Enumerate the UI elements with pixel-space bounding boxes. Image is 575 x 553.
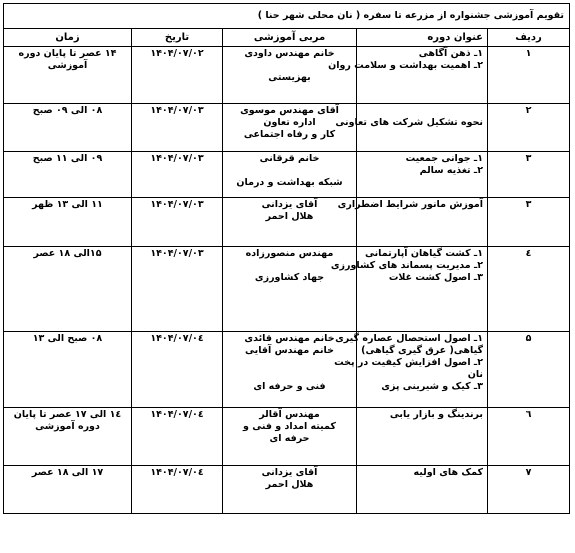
time-line: ۰۸ صبح الی ۱۳ (32, 333, 103, 344)
cell-course-title (335, 104, 488, 152)
course-title-line: ۲ـ تغذیه سالم (419, 165, 483, 176)
cell-date: ۱۴۰۴/۰۷/۰٤ (132, 332, 223, 408)
coach-line: مهندس منصورزاده (245, 248, 334, 259)
cell-time (4, 198, 132, 247)
table-row (4, 198, 570, 247)
course-title-line: ۲ـ مدیریت پسماند های کشاورزی (330, 260, 483, 271)
cell-course-title (334, 332, 488, 408)
time-line: ۱۵الی ۱۸ عصر (33, 248, 102, 259)
time-line: ۱٤ الی ۱۷ عصر تا پایان (13, 409, 122, 420)
line-gap (227, 165, 352, 177)
table-row (4, 247, 570, 332)
cell-time (4, 152, 132, 198)
cell-time (4, 408, 132, 466)
cell-radif: ۵ (488, 332, 570, 408)
cell-time (4, 47, 132, 104)
coach-line: فنی و حرفه ای (253, 381, 326, 392)
coach-line: خانم قرقانی (259, 153, 320, 164)
course-title-line: آموزش مانور شرایط اضطراری (337, 199, 483, 210)
cell-time (4, 332, 132, 408)
cell-time (4, 104, 132, 152)
course-title-line: ۳ـ اصول کشت غلات (388, 272, 483, 283)
course-title-line: ۲ـ اهمیت بهداشت و سلامت روان (328, 60, 483, 71)
cell-course-title (357, 408, 488, 466)
schedule-table (3, 3, 570, 514)
header-row (4, 29, 570, 47)
coach-line: آقای یزدانی (261, 199, 318, 210)
time-line: ۱۱ الی ۱۳ ظهر (32, 199, 103, 210)
coach-line: هلال احمر (265, 211, 314, 222)
cell-coach (223, 466, 357, 514)
cell-course-title (337, 198, 488, 247)
course-title-line: ۳ـ کیک و شیرینی پزی (381, 381, 483, 392)
time-line: دوره آموزشی (35, 421, 100, 432)
table-row (4, 332, 570, 408)
course-title-line: گیاهی( عرق گیری گیاهی) (361, 345, 483, 356)
cell-time (4, 466, 132, 514)
coach-line: حرفه ای (269, 433, 310, 444)
cell-radif: ۳ (488, 198, 570, 247)
coach-line: اداره تعاون (263, 117, 316, 128)
coach-line: آقای یزدانی (261, 467, 318, 478)
cell-date: ۱۴۰۴/۰۷/۰۳ (132, 247, 223, 332)
table-row (4, 104, 570, 152)
course-title-line: ۱ـ ذهن آگاهی (418, 48, 483, 59)
cell-date: ۱۴۰۴/۰۷/۰۳ (132, 198, 223, 247)
cell-course-title (357, 466, 488, 514)
cell-coach (223, 152, 357, 198)
coach-line: شبکه بهداشت و درمان (236, 177, 343, 188)
cell-time (4, 247, 132, 332)
coach-line: آقای مهندس موسوی (240, 105, 339, 116)
header-radif: ردیف (488, 29, 570, 47)
title-row (4, 4, 570, 29)
cell-date: ۱۴۰۴/۰۷/۰۲ (132, 47, 223, 104)
cell-radif: ٤ (488, 247, 570, 332)
course-title-line: نحوه تشکیل شرکت های تعاونی (335, 117, 483, 128)
cell-course-title (357, 152, 488, 198)
coach-line: مهندس آقالر (259, 409, 320, 420)
cell-date: ۱۴۰۴/۰۷/۰٤ (132, 408, 223, 466)
table-row (4, 152, 570, 198)
coach-line: جهاد کشاورزی (254, 272, 325, 283)
time-line: ۰۸ الی ۰۹ صبح (32, 105, 103, 116)
cell-radif: ۷ (488, 466, 570, 514)
table-row (4, 408, 570, 466)
table-row (4, 466, 570, 514)
cell-course-title (330, 247, 488, 332)
coach-line: خانم مهندس قائدی (244, 333, 335, 344)
table-row (4, 47, 570, 104)
cell-date: ۱۴۰۴/۰۷/۰۳ (132, 152, 223, 198)
line-gap (361, 105, 483, 117)
cell-coach (223, 198, 357, 247)
time-line: ۱۷ الی ۱۸ عصر (31, 467, 104, 478)
coach-line: کار و رفاه اجتماعی (243, 129, 336, 140)
header-coach: مربی آموزشی (223, 29, 357, 47)
course-title-line: ۱ـ اصول استحصال عصاره گیری (335, 333, 483, 344)
cell-course-title (328, 47, 488, 104)
cell-coach (223, 47, 357, 104)
course-title-line: ۱ـ کشت گیاهان آپارتمانی (364, 248, 483, 259)
course-title-line: کمک های اولیه (413, 467, 483, 478)
course-title-line: ۱ـ جوانی جمعیت (405, 153, 483, 164)
cell-radif: ٦ (488, 408, 570, 466)
header-course-title: عنوان دوره (357, 29, 488, 47)
coach-line: خانم مهندس آقایی (245, 345, 334, 356)
time-line: آموزشی (47, 60, 88, 71)
course-title-line: ۲ـ اصول افزایش کیفیت در پخت (334, 357, 483, 368)
coach-line: هلال احمر (265, 479, 314, 490)
header-time: زمان (4, 29, 132, 47)
cell-radif: ۲ (488, 104, 570, 152)
time-line: ۰۹ الی ۱۱ صبح (32, 153, 103, 164)
coach-line: خانم مهندس داودی (244, 48, 335, 59)
course-title-line: نان (467, 369, 483, 380)
header-date: تاریخ (132, 29, 223, 47)
cell-coach (223, 408, 357, 466)
course-title-line: برندینگ و بازار یابی (389, 409, 483, 420)
coach-line: بهزیستی (268, 72, 311, 83)
cell-date: ۱۴۰۴/۰۷/۰٤ (132, 466, 223, 514)
cell-radif: ۱ (488, 47, 570, 104)
time-line: ۱۴ عصر تا پایان دوره (18, 48, 117, 59)
line-gap (227, 369, 352, 381)
coach-line: کمیته امداد و فنی و (243, 421, 336, 432)
cell-radif: ۳ (488, 152, 570, 198)
schedule-title: تقویم آموزشی جشنواره از مزرعه تا سفره ( نان محلی شهر حنا ) (4, 4, 570, 29)
cell-date: ۱۴۰۴/۰۷/۰۳ (132, 104, 223, 152)
